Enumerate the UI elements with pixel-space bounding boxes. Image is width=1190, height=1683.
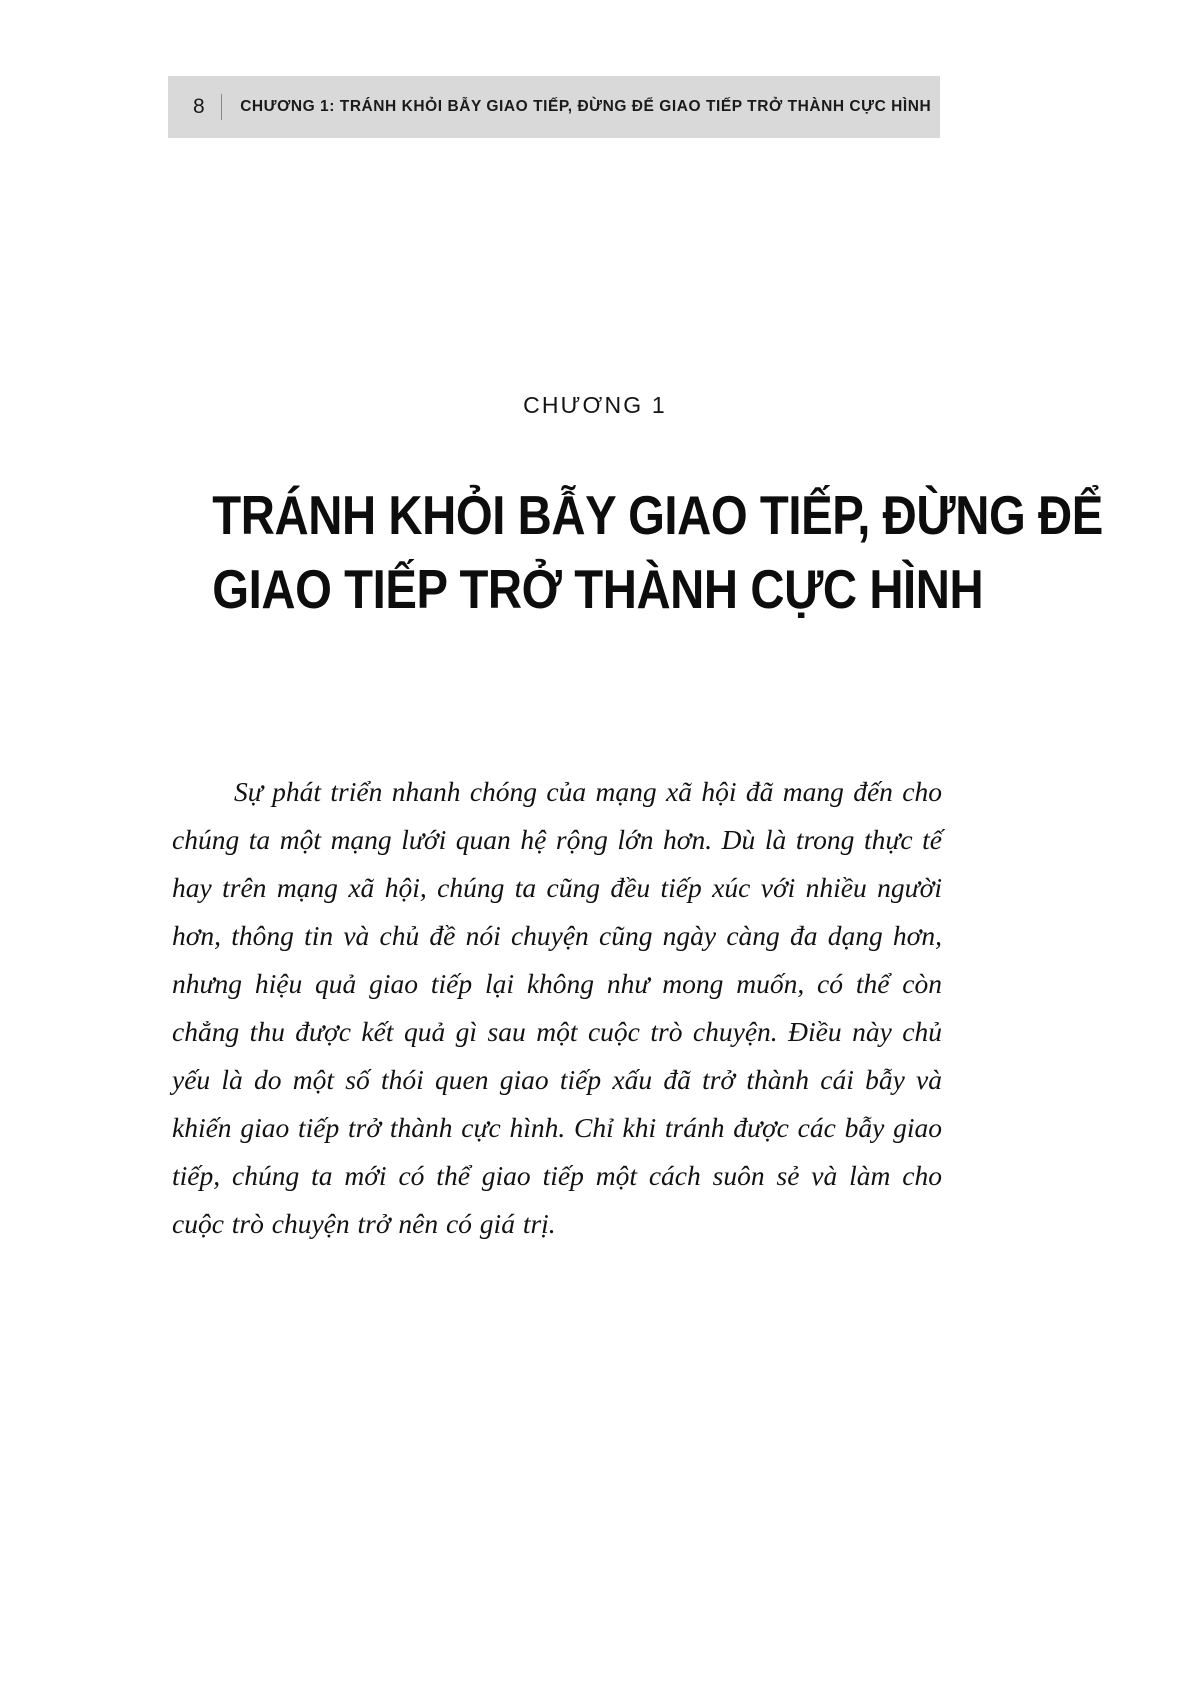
page-number: 8 <box>193 95 206 118</box>
page-title <box>212 478 1103 626</box>
running-header-title: CHƯƠNG 1: TRÁNH KHỎI BẪY GIAO TIẾP, ĐỪNG ĐỂ GIAO TIẾP TRỞ THÀNH CỰC HÌNH <box>240 98 932 115</box>
chapter-label: CHƯƠNG 1 <box>523 392 667 418</box>
body-paragraph: Sự phát triển nhanh chóng của mạng xã hội đã mang đến cho chúng ta một mạng lưới quan hệ rộng lớn hơn. Dù là trong thực tế hay trên mạng xã hội, chúng ta cũng đều tiếp xúc với nhiều người hơn, thông tin và chủ đề nói chuyện cũng ngày càng đa dạng hơn, nhưng hiệu quả giao tiếp lại không như mong muốn, có thể còn chẳng thu được kết quả gì sau một cuộc trò chuyện. Điều này chủ yếu là do một số thói quen giao tiếp xấu đã trở thành cái bẫy và khiến giao tiếp trở thành cực hình. Chỉ khi tránh được các bẫy giao tiếp, chúng ta mới có thể giao tiếp một cách suôn sẻ và làm cho cuộc trò chuyện trở nên có giá trị. <box>172 776 942 1239</box>
chapter-title-line-1: TRÁNH KHỎI BẪY GIAO TIẾP, ĐỪNG ĐỂ <box>212 484 1103 546</box>
running-header <box>168 76 940 138</box>
header-divider <box>221 94 222 120</box>
chapter-title-line-2: GIAO TIẾP TRỞ THÀNH CỰC HÌNH <box>212 558 984 620</box>
